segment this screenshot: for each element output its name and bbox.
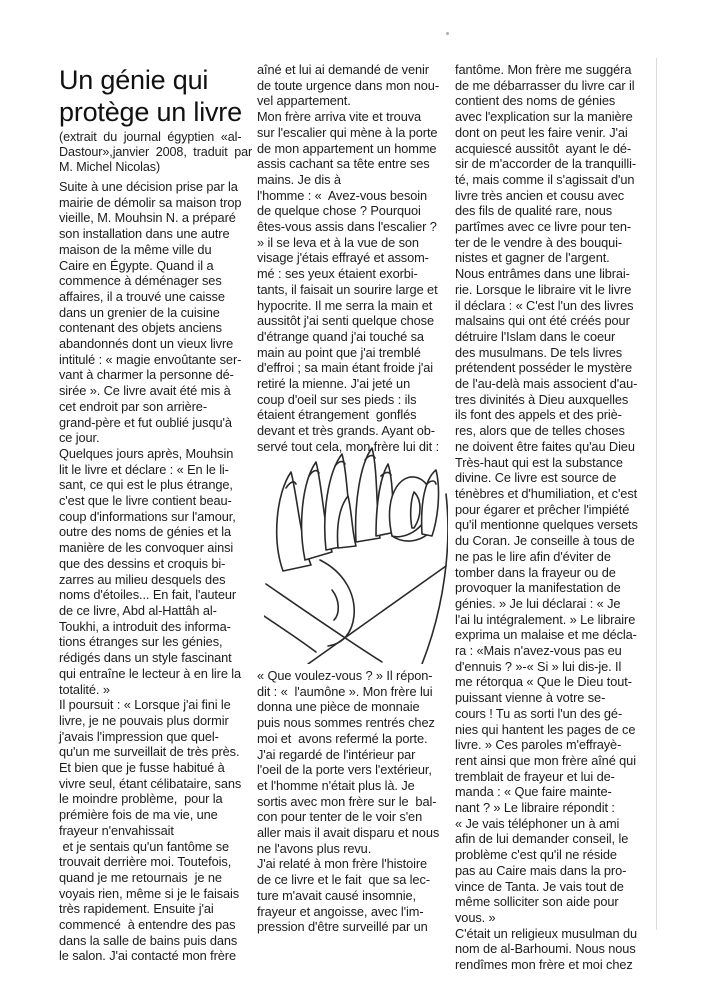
text-line: divine. Ce livre est source de xyxy=(455,470,617,486)
text-line: même solliciter son aide pour xyxy=(455,894,619,910)
text-line: (extrait du journal égyptien «al- xyxy=(59,130,242,144)
text-line: provoquer la manifestation de xyxy=(455,580,621,596)
text-line: que des dessins et croquis bi- xyxy=(59,555,226,571)
text-line: vince de Tanta. Je vais tout de xyxy=(455,878,624,894)
text-line: j'avais l'impression que quel- xyxy=(59,728,219,744)
text-line: « Je vais téléphoner un à ami xyxy=(455,815,620,831)
column-3 xyxy=(455,62,651,973)
text-line: l'homme : « Avez-vous besoin xyxy=(257,187,428,203)
text-line: hypocrite. Il me serra la main et xyxy=(257,297,433,313)
text-line: retiré la mienne. J'ai jeté un xyxy=(257,376,411,392)
text-line: mairie de démolir sa maison trop xyxy=(59,194,242,210)
text-line: con pour tenter de le voir s'en xyxy=(257,809,423,825)
text-line: livre, je ne pouvais plus dormir xyxy=(59,712,229,728)
scan-speck xyxy=(446,32,449,35)
text-line: ne doivent être faites qu'au Dieu xyxy=(455,438,635,454)
text-line: abandonnés dont un vieux livre xyxy=(59,336,234,352)
text-line: aussitôt j'ai senti quelque chose xyxy=(257,313,434,329)
text-line: trouvait derrière moi. Toutefois, xyxy=(59,854,232,870)
text-line: Et bien que je fusse habitué à xyxy=(59,760,225,776)
text-line: nom de al-Barhoumi. Nous nous xyxy=(455,941,636,957)
text-line: dans la salle de bains puis dans xyxy=(59,932,238,948)
text-line: devant et très grands. Ayant ob- xyxy=(257,423,435,439)
text-line: son installation dans une autre xyxy=(59,226,230,242)
text-line: dans un grenier de la cuisine xyxy=(59,304,220,320)
text-line: de toute urgence dans mon nou- xyxy=(257,77,439,93)
text-line: vant à charmer la personne dé- xyxy=(59,367,234,383)
text-line: » il se leva et à la vue de son xyxy=(257,234,419,250)
text-line: très rapidement. Ensuite j'ai xyxy=(59,901,214,917)
text-line: J'ai relaté à mon frère l'histoire xyxy=(257,856,428,872)
text-line: de ce livre, Abd al-Hattâh al- xyxy=(59,602,217,618)
text-line: rendîmes mon frère et moi chez xyxy=(455,957,633,973)
text-line: moi et avons refermé la porte. xyxy=(257,730,428,746)
text-line: donna une pièce de monnaie xyxy=(257,699,420,715)
hand-drawing xyxy=(264,438,448,664)
text-line: mains. Je dis à xyxy=(257,171,341,187)
text-line: des fils de qualité rare, nous xyxy=(455,203,613,219)
text-line: sant, ce qui est le plus étrange, xyxy=(59,477,233,493)
text-line: de mon appartement un homme xyxy=(257,140,437,156)
text-line: té, mais comme il s'agissait d'un xyxy=(455,171,635,187)
text-line: pression d'être surveillé par un xyxy=(257,919,428,935)
text-line: intitulé : « magie envoûtante ser- xyxy=(59,351,242,367)
text-line: M. Michel Nicolas) xyxy=(59,160,161,175)
text-line: maison de la même ville du xyxy=(59,241,212,257)
text-line: voyais rien, même si je le faisais xyxy=(59,885,240,901)
article-title xyxy=(59,64,255,128)
text-line: sir de m'accorder de la tranquilli- xyxy=(455,156,637,172)
text-line: vivre seul, étant célibataire, sans xyxy=(59,775,242,791)
text-line: il déclara : « C'est l'un des livres xyxy=(455,297,634,313)
text-line: livre très ancien et cousu avec xyxy=(455,187,625,203)
text-line: noms d'étoiles... En fait, l'auteur xyxy=(59,587,237,603)
text-line: ne l'avons plus revu. xyxy=(257,840,372,856)
text-line: Très-haut qui est la substance xyxy=(455,454,623,470)
text-line: cet endroit par son arrière- xyxy=(59,398,207,414)
text-line: tres divinités à Dieu auxquelles xyxy=(455,391,629,407)
text-line: de ce livre et le fait que sa lec- xyxy=(257,872,430,888)
text-line: puis nous sommes rentrés chez xyxy=(257,715,435,731)
column-1 xyxy=(59,64,255,176)
text-line: quand je me retournais je ne xyxy=(59,869,222,885)
text-line: Toukhi, a introduit des informa- xyxy=(59,618,231,634)
text-line: ture m'avait causé insomnie, xyxy=(257,887,416,903)
column-1-body xyxy=(59,179,255,964)
text-line: frayeur et angoisse, avec l'im- xyxy=(257,903,424,919)
text-line: Il poursuit : « Lorsque j'ai fini le xyxy=(59,697,231,713)
text-line: tants, il faisait un sourire large et xyxy=(257,281,438,297)
text-line: main au point que j'ai tremblé xyxy=(257,344,421,360)
text-line: acquiescé aussitôt ayant le dé- xyxy=(455,140,632,156)
text-line: tomber dans la frayeur ou de xyxy=(455,564,616,580)
text-line: assis cachant sa tête entre ses xyxy=(257,156,430,172)
text-line: outre des noms de génies et la xyxy=(59,524,232,540)
text-line: zarres au milieu desquels des xyxy=(59,571,226,587)
text-line: de quelque chose ? Pourquoi xyxy=(257,203,421,219)
text-line: vous. » xyxy=(455,909,496,925)
text-line: le salon. J'ai contacté mon frère xyxy=(59,948,236,964)
text-line: étaient étrangement gonflés xyxy=(257,407,417,423)
article-subtitle xyxy=(59,130,255,176)
text-line: de me débarrasser du livre car il xyxy=(455,77,635,93)
text-line: prétendent posséder le mystère xyxy=(455,360,632,376)
text-line: visage j'étais effrayé et assom- xyxy=(257,250,429,266)
text-line: dont on peut les faire venir. J'ai xyxy=(455,124,628,140)
text-line: Mon frère arriva vite et trouva xyxy=(257,109,422,125)
text-line: commencé à entendre des pas xyxy=(59,917,236,933)
text-line: problème c'est qu'il ne réside xyxy=(455,847,617,863)
text-line: l'ai lu intégralement. » Le libraire xyxy=(455,611,636,627)
text-line: frayeur n'envahissait xyxy=(59,822,174,838)
text-line: Suite à une décision prise par la xyxy=(59,179,238,194)
text-line: nies qui hantent les pages de ce xyxy=(455,721,636,737)
text-line: sortis avec mon frère sur le bal- xyxy=(257,793,437,809)
text-line: C'était un religieux musulman du xyxy=(455,925,638,941)
text-line: ils font des appels et des priè- xyxy=(455,407,622,423)
text-line: servé tout cela, mon frère lui dit : xyxy=(257,438,440,454)
text-line: tremblait de frayeur et lui de- xyxy=(455,768,615,784)
text-line: qu'il mentionne quelques versets xyxy=(455,517,638,533)
text-line: avec l'explication sur la manière xyxy=(455,109,633,125)
text-line: d'ennuis ? »-« Si » lui dis-je. Il xyxy=(455,658,622,674)
text-line: êtes-vous assis dans l'escalier ? xyxy=(257,219,437,235)
text-line: qui entraîne le lecteur à en lire la xyxy=(59,665,242,681)
column-2-bottom xyxy=(257,668,453,935)
text-line: ne pas le lire afin d'éviter de xyxy=(455,548,611,564)
text-line: sirée ». Ce livre avait été mis à xyxy=(59,383,231,399)
text-line: d'effroi ; sa main étant froide j'ai xyxy=(257,360,434,376)
text-line: rent ainsi que mon frère aîné qui xyxy=(455,752,636,768)
text-line: J'ai regardé de l'intérieur par xyxy=(257,746,416,762)
text-line: cours ! Tu as sorti l'un des gé- xyxy=(455,705,623,721)
text-line: affaires, il a trouvé une caisse xyxy=(59,288,225,304)
text-line: Quelques jours après, Mouhsin xyxy=(59,445,234,461)
text-line: ter de le vendre à des bouqui- xyxy=(455,234,623,250)
text-line: ra : «Mais n'avez-vous pas eu xyxy=(455,643,622,659)
text-line: et l'homme n'était plus là. Je xyxy=(257,777,415,793)
text-line: coup d'informations sur l'amour, xyxy=(59,508,236,524)
text-line: aîné et lui ai demandé de venir xyxy=(257,62,429,77)
text-line: « Que voulez-vous ? » Il répon- xyxy=(257,668,433,683)
text-line: rie. Lorsque le libraire vit le livre xyxy=(455,281,632,297)
text-line: pour égarer et prêcher l'impiété xyxy=(455,501,630,517)
text-line: dit : « l'aumône ». Mon frère lui xyxy=(257,683,433,699)
text-line: livre. » Ces paroles m'effrayè- xyxy=(455,737,622,753)
text-line: totalité. » xyxy=(59,681,110,697)
text-line: détruire l'Islam dans le coeur xyxy=(455,328,616,344)
text-line: d'étrange quand j'ai touché sa xyxy=(257,328,424,344)
text-line: afin de lui demander conseil, le xyxy=(455,831,629,847)
text-line: tions étranges sur les génies, xyxy=(59,634,223,650)
text-line: pas au Caire mais dans la pro- xyxy=(455,862,627,878)
column-2-top xyxy=(257,62,453,455)
text-line: exprima un malaise et me décla- xyxy=(455,627,637,643)
scan-edge-line xyxy=(656,58,657,930)
text-line: me rétorqua « Que le Dieu tout- xyxy=(455,674,632,690)
text-line: de l'au-delà mais associent d'au- xyxy=(455,376,638,392)
text-line: c'est que le livre contient beau- xyxy=(59,493,232,509)
text-line: ce jour. xyxy=(59,430,100,446)
text-line: protège un livre xyxy=(59,97,242,127)
text-line: du Coran. Je conseille à tous de xyxy=(455,533,635,549)
text-line: nistes et gagner de l'argent. xyxy=(455,250,610,266)
text-line: commence à déménager ses xyxy=(59,273,222,289)
text-line: contient des noms de génies xyxy=(455,93,616,109)
text-line: fantôme. Mon frère me suggéra xyxy=(455,62,632,77)
text-line: vel appartement. xyxy=(257,93,351,109)
text-line: Nous entrâmes dans une librai- xyxy=(455,266,630,282)
text-line: prémière fois de ma vie, une xyxy=(59,807,218,823)
text-line: partîmes avec ce livre pour ten- xyxy=(455,219,632,235)
text-line: sur l'escalier qui mène à la porte xyxy=(257,124,438,140)
text-line: des musulmans. De tels livres xyxy=(455,344,623,360)
text-line: et je sentais qu'un fantôme se xyxy=(59,838,230,854)
text-line: manda : « Que faire mainte- xyxy=(455,784,612,800)
text-line: le moindre problème, pour la xyxy=(59,791,223,807)
text-line: coup d'oeil sur ses pieds : ils xyxy=(257,391,417,407)
text-line: grand-père et fut oublié jusqu'à xyxy=(59,414,232,430)
text-line: puissant vienne à votre se- xyxy=(455,690,606,706)
text-line: Caire en Égypte. Quand il a xyxy=(59,257,214,273)
text-line: aller mais il avait disparu et nous xyxy=(257,825,440,841)
text-line: vieille, M. Mouhsin N. a préparé xyxy=(59,210,236,226)
text-line: génies. » Je lui déclarai : « Je xyxy=(455,595,621,611)
text-line: malsains qui ont été créés pour xyxy=(455,313,630,329)
text-line: contenant des objets anciens xyxy=(59,320,222,336)
text-line: rédigés dans un style fascinant xyxy=(59,650,232,666)
text-line: Dastour»,janvier 2008, traduit par xyxy=(59,145,253,160)
text-line: nant ? » Le libraire répondit : xyxy=(455,800,615,816)
text-line: manière de les convoquer ainsi xyxy=(59,540,234,556)
text-line: qu'un me surveillait de très près. xyxy=(59,744,240,760)
text-line: mé : ses yeux étaient exorbi- xyxy=(257,266,418,282)
text-line: res, alors que de telles choses xyxy=(455,423,625,439)
text-line: ténèbres et d'humiliation, et c'est xyxy=(455,485,638,501)
text-line: l'oeil de la porte vers l'extérieur, xyxy=(257,762,432,778)
text-line: Un génie qui xyxy=(59,65,209,95)
text-line: lit le livre et déclare : « En le li- xyxy=(59,461,229,477)
